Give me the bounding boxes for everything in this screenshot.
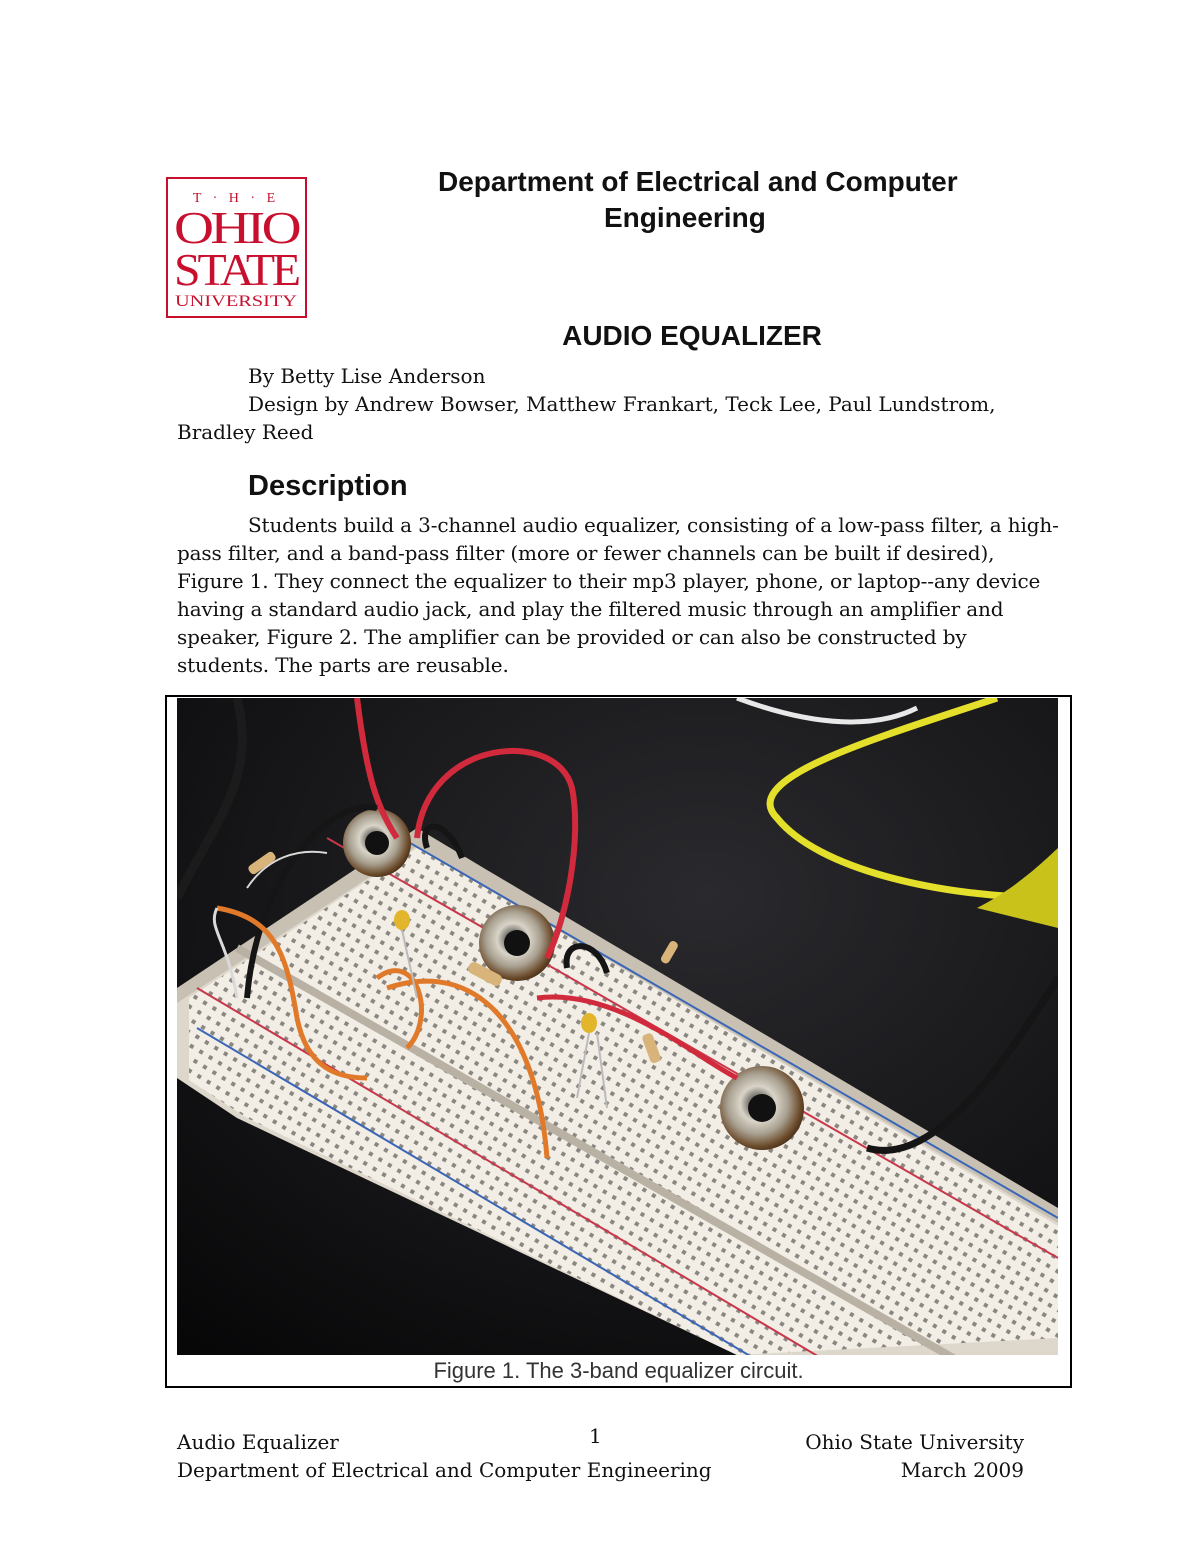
- footer-document-name: Audio Equalizer: [177, 1430, 339, 1454]
- document-title: AUDIO EQUALIZER: [562, 320, 822, 351]
- page-number: 1: [589, 1424, 602, 1448]
- logo-top-text: T · H · E: [192, 191, 280, 206]
- department-heading-line2: Engineering: [604, 202, 766, 233]
- logo-mark: [168, 179, 305, 316]
- logo-line-ohio: OHIO: [174, 202, 301, 253]
- author-byline: By Betty Lise Anderson: [248, 364, 486, 388]
- footer-date: March 2009: [900, 1458, 1024, 1482]
- ohio-state-logo: [166, 177, 307, 318]
- logo-line-university: UNIVERSITY: [175, 293, 298, 310]
- footer-department: Department of Electrical and Computer Engineering: [177, 1458, 712, 1482]
- breadboard-illustration: [177, 698, 1058, 1355]
- description-paragraph: Students build a 3-channel audio equalizer, consisting of a low-pass filter, a high-pass filter, and a band-pass filter (more or fewer channels can be built if desired), Figure 1. They connect the equalizer to their mp3 player, phone, or laptop--any device having a standard audio jack, and play the filtered music through an amplifier and speaker, Figure 2. The amplifier can be provided or can also be constructed by students. The parts are reusable.: [177, 513, 1059, 677]
- logo-line-state: STATE: [174, 244, 299, 295]
- design-credit: Design by Andrew Bowser, Matthew Frankart, Teck Lee, Paul Lundstrom, Bradley Reed: [177, 392, 996, 444]
- footer-university: Ohio State University: [805, 1430, 1024, 1454]
- figure-caption: Figure 1. The 3-band equalizer circuit.: [433, 1358, 804, 1383]
- section-heading: Description: [248, 470, 408, 502]
- breadboard-photo: [177, 698, 1058, 1355]
- department-heading-line1: Department of Electrical and Computer: [438, 166, 958, 197]
